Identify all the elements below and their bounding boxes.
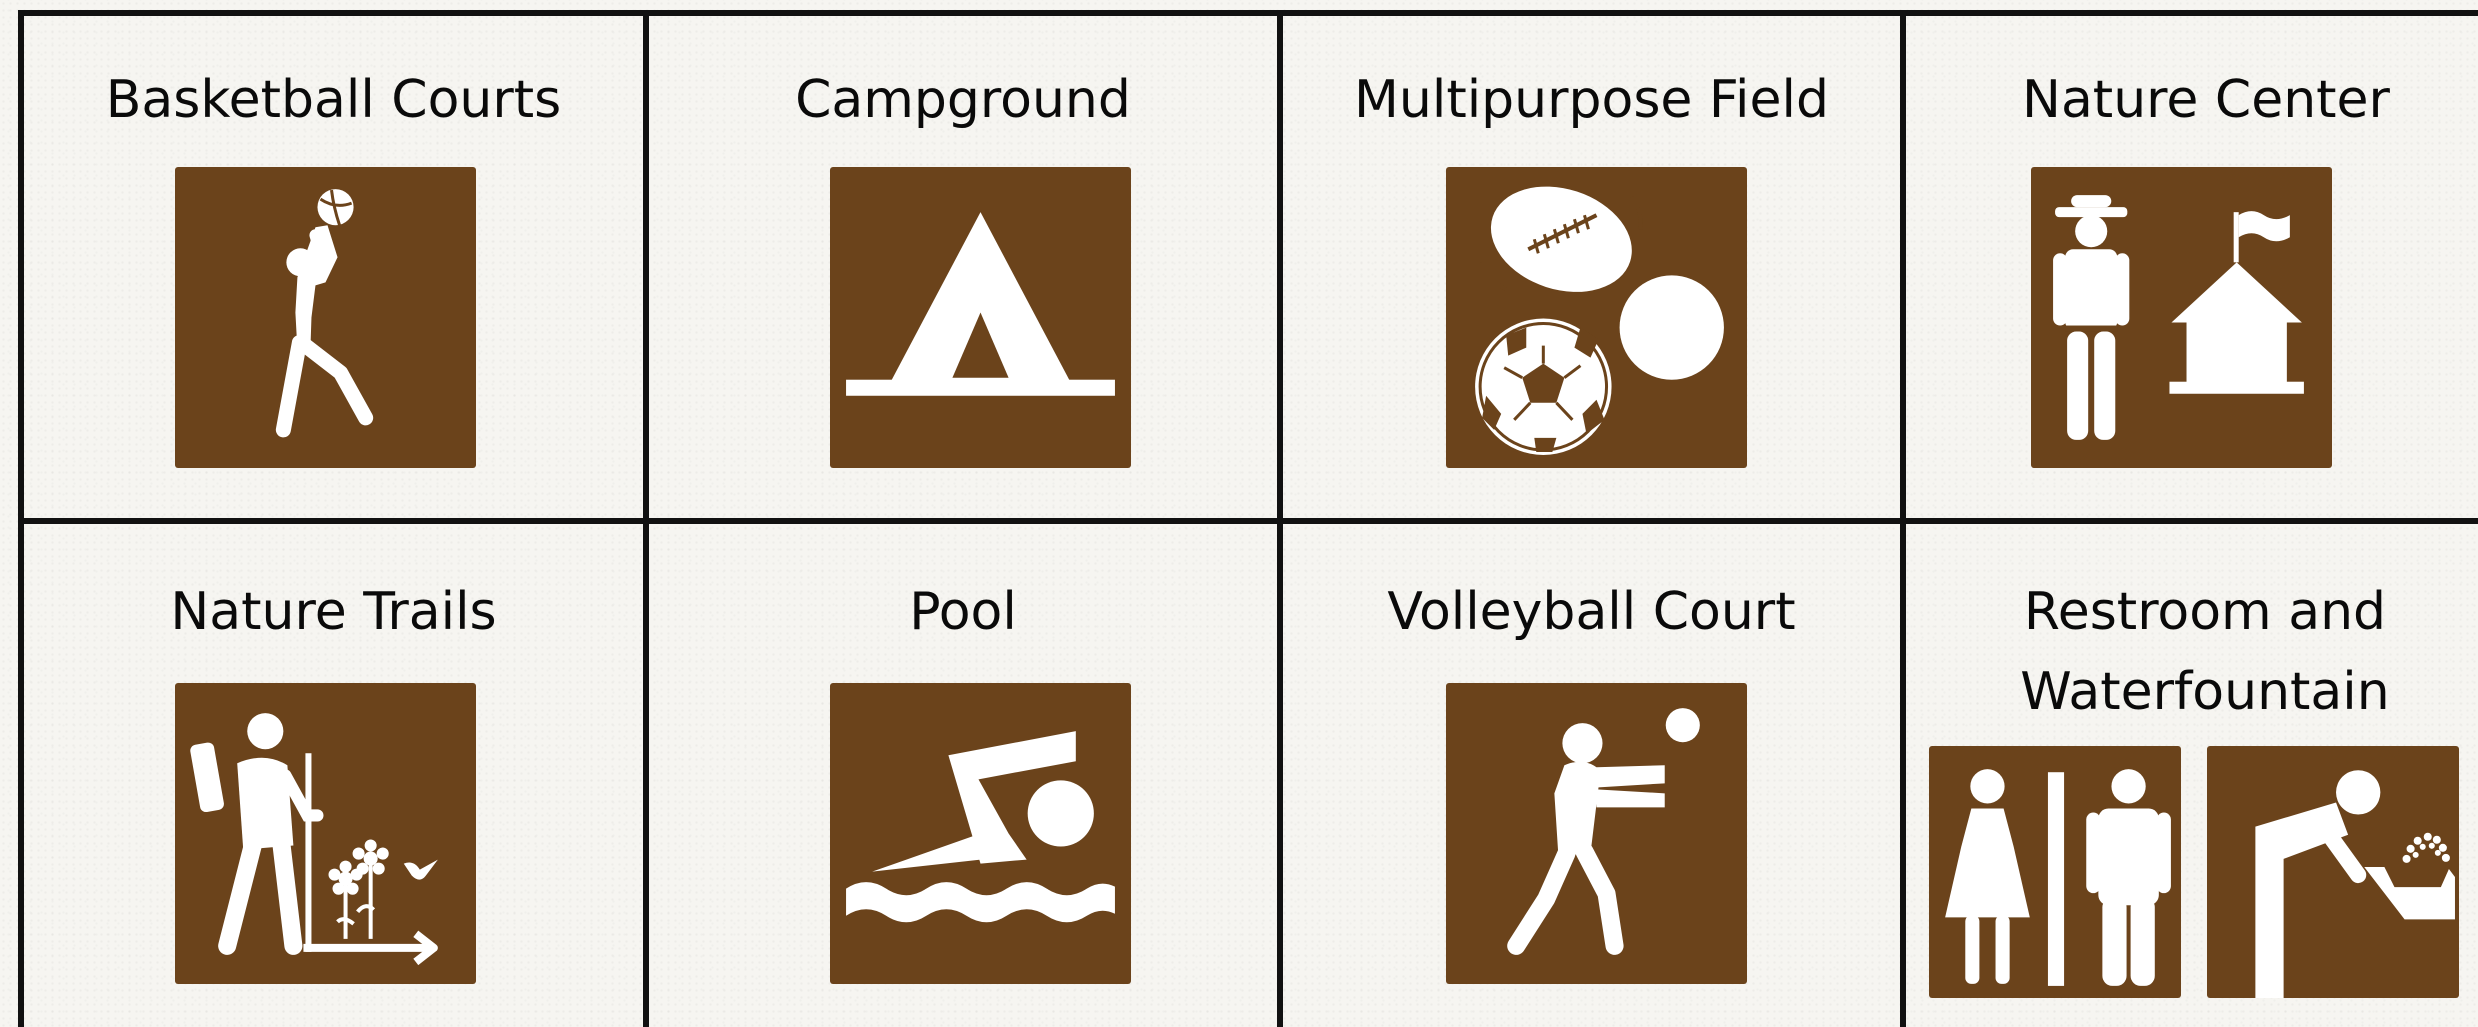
cell-title-pool: Pool <box>909 582 1017 642</box>
grid-line-column-3 <box>1900 10 1906 1027</box>
cell-title-restroom-and-waterfountain: Restroom and Waterfountain <box>2020 582 2390 722</box>
tent-icon <box>830 167 1131 468</box>
restroom-icon <box>1929 746 2181 998</box>
cell-title-volleyball-court: Volleyball Court <box>1387 582 1796 642</box>
water-fountain-icon <box>2207 746 2459 998</box>
cell-title-nature-center: Nature Center <box>2022 70 2390 130</box>
cell-title-nature-trails: Nature Trails <box>170 582 497 642</box>
cell-title-campground: Campground <box>795 70 1131 130</box>
grid-line-left <box>18 10 24 1027</box>
swimmer-icon <box>830 683 1131 984</box>
grid-line-top <box>18 10 2478 16</box>
volleyball-player-icon <box>1446 683 1747 984</box>
basketball-player-icon <box>175 167 476 468</box>
hiker-trail-icon <box>175 683 476 984</box>
grid-line-middle <box>18 518 2478 524</box>
cell-title-basketball-courts: Basketball Courts <box>105 70 562 130</box>
grid-line-column-1 <box>643 10 649 1027</box>
grid-line-column-2 <box>1277 10 1283 1027</box>
cell-title-multipurpose-field: Multipurpose Field <box>1354 70 1829 130</box>
ranger-station-icon <box>2031 167 2332 468</box>
field-balls-icon <box>1446 167 1747 468</box>
